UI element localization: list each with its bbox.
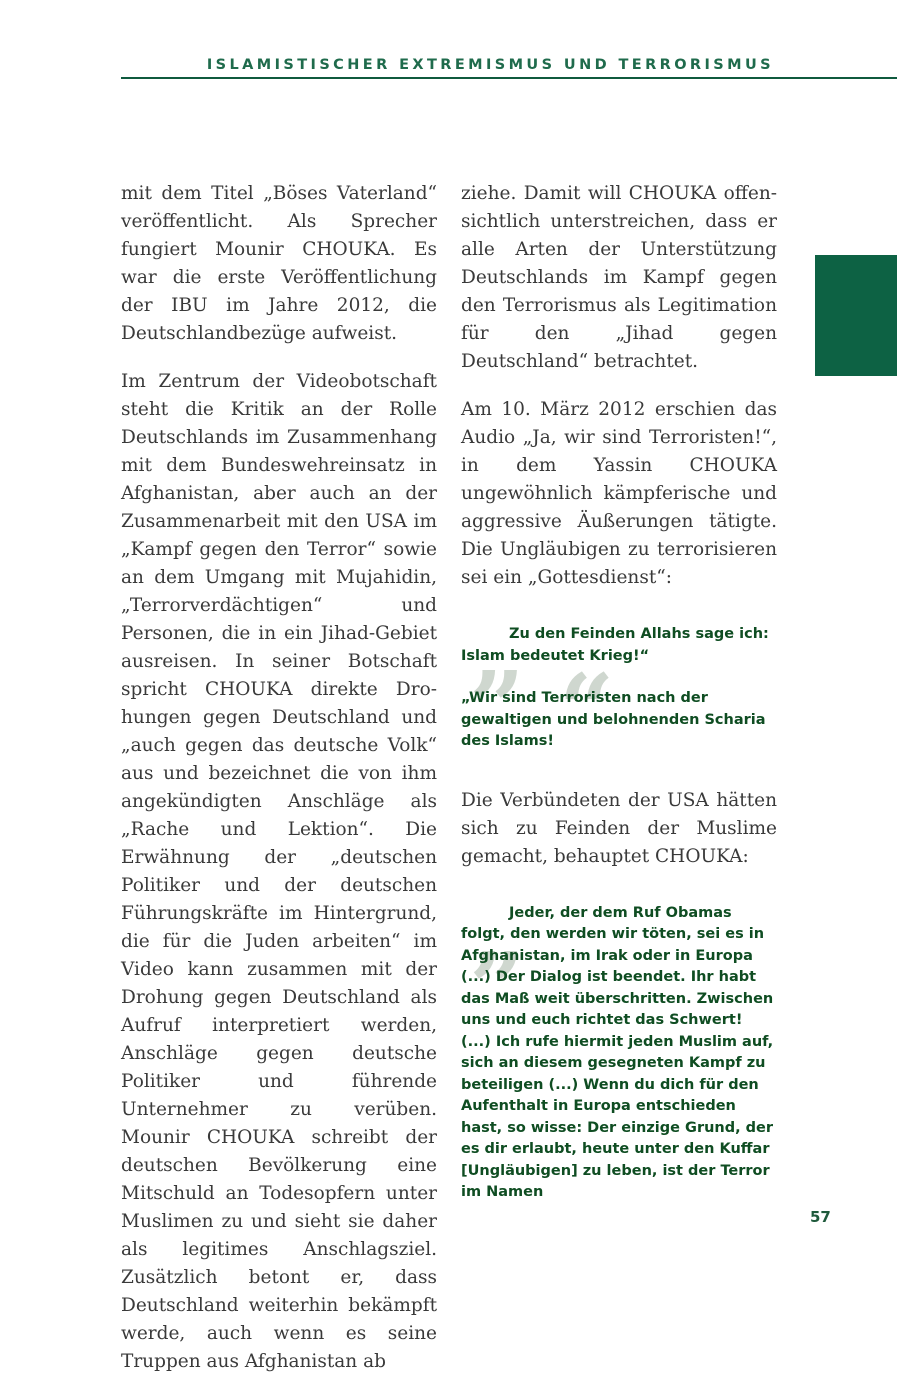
chapter-side-tab [815, 255, 897, 376]
body-paragraph: Im Zentrum der Videobotschaft steht die Kritik an der Rolle Deutschlands im Zusammenhang mit dem Bundeswehreinsatz in Afghanistan, aber auch an der Zusammenarbeit mit den USA im „Kampf gegen den Terror“ sowie an dem Umgang mit Mujahidin, „Terrorverdächtigen“ und Personen, die in ein Jihad-Gebiet ausreisen. In seiner Botschaft spricht CHOUKA direkte Drohungen gegen Deutschland und „auch gegen das deutsche Volk“ aus und bezeichnet die von ihm angekündigten Anschläge als „Rache und Lektion“. Die Erwähnung der „deutschen Politiker und der deutschen Führungskräfte im Hintergrund, die für die Juden arbeiten“ im Video kann zusammen mit der Drohung gegen Deutschland als Aufruf interpretiert werden, Anschläge gegen deutsche Politiker und führende Unternehmer zu verüben. Mounir CHOUKA schreibt der deutschen Bevölkerung eine Mitschuld an Todesopfern unter Muslimen zu und sieht sie daher als legitimes Anschlagsziel. Zusätzlich betont er, dass Deutschland weiterhin bekämpft werde, auch wenn es seine Truppen aus Afghanistan ab [121, 371, 437, 1372]
pull-quote-2 [461, 875, 777, 1204]
quote-open-mark-icon: „ [471, 875, 527, 989]
right-column [461, 180, 777, 1238]
quote-text: Jeder, der dem Ruf Obamas folgt, den werden wir töten, sei es in Afghanistan, im Irak oder in Europa (...) Der Dialog ist beendet. Ihr habt das Maß weit überschritten. Zwischen uns und euch richtet das Schwert! (...) Ich rufe hiermit jeden Muslim auf, sich an diesem gesegneten Kampf zu beteiligen (...) Wenn du dich für den Aufenthalt in Europa entschieden hast, so wisse: Der einzige Grund, der es dir erlaubt, heute unter den Kuffar [Ungläubigen] zu leben, ist der Terror im Namen [461, 904, 774, 1200]
quote-line [461, 624, 777, 667]
quote-line [461, 903, 777, 1204]
left-column [121, 180, 437, 1376]
header-rule [121, 77, 897, 79]
quote-close-mark-icon: “ [559, 653, 615, 766]
pull-quote-1 [461, 595, 777, 766]
body-paragraph: ziehe. Damit will CHOUKA offensichtlich unterstreichen, dass er alle Arten der Unterstützung Deutschlands im Kampf gegen den Terrorismus als Legitimation für den „Jihad gegen Deutschland“ betrachtet. [461, 183, 777, 372]
body-paragraph: mit dem Titel „Böses Vaterland“ veröffentlicht. Als Sprecher fungiert Mounir CHOUKA. Es war die erste Veröffentlichung der IBU im Jahre 2012, die Deutschlandbezüge aufweist. [121, 183, 437, 344]
quote-open-mark-icon: „ [471, 595, 527, 708]
quote-line: „Wir sind Terroristen nach der gewaltigen und belohnenden Scharia des Islams! [461, 690, 766, 749]
quote-text: Zu den Feinden Allahs sage ich: Islam bedeutet Krieg!“ [461, 626, 769, 664]
page-number: 57 [810, 1208, 831, 1226]
body-paragraph: Am 10. März 2012 erschien das Audio „Ja, wir sind Terroristen!“, in dem Yassin CHOUKA ungewöhnlich kämpferische und aggressive Äußerungen tätigte. Die Ungläubigen zu terrorisieren sei ein „Gottesdienst“: [461, 399, 777, 588]
body-paragraph: Die Verbündeten der USA hätten sich zu Feinden der Muslime gemacht, behauptet CHOUKA: [461, 789, 777, 867]
running-header-title: ISLAMISTISCHER EXTREMISMUS UND TERRORISMUS [206, 57, 774, 73]
